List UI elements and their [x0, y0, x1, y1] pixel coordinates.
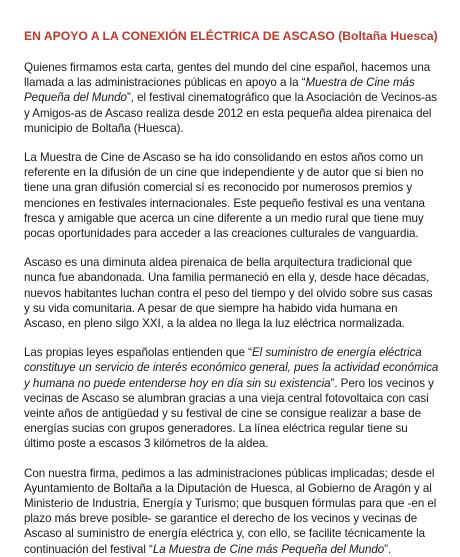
paragraph-village: [24, 255, 440, 331]
paragraph-festival: [24, 150, 440, 241]
text-segment: La Muestra de Cine de Ascaso se ha ido consolidando en estos años como un referente en la difusión de un cine que independiente y de autor que si bien no tiene una gran difusión comercial sí es reconocido por numerosos premios y menciones en festivales internacionales. Este pequeño festival es una ventana fresca y amigable que acerca un cine diferente a un medio rural que tiene muy pocas oportunidades para acceder a las creaciones culturales de vanguardia.: [24, 151, 425, 241]
text-segment: Quienes firmamos esta carta, gentes del mundo del cine español, hacemos una llamada a las administraciones públicas en apoyo a la “: [24, 61, 431, 90]
text-segment: ”, el festival cinematográfico que la Asociación de Vecinos-as y Amigos-as de Ascaso realiza desde 2012 en esta pequeña aldea pirenaica del municipio de Boltaña (Huesca).: [24, 91, 438, 135]
paragraph-law: [24, 345, 440, 451]
document-title: EN APOYO A LA CONEXIÓN ELÉCTRICA DE ASCASO (Boltaña Huesca): [24, 29, 438, 43]
text-segment: Ascaso es una diminuta aldea pirenaica de bella arquitectura tradicional que nunca fue abandonada. Una familia permaneció en ella y, desde hace décadas, nuevos habitantes luchan contra el peso del tiempo y del olvido sobre sus casas y su vida comunitaria. A pesar de que siempre ha habido vida humana en Ascaso, en pleno silgo XXI, a la aldea no llega la luz eléctrica normalizada.: [24, 256, 433, 331]
paragraph-request: [24, 466, 440, 557]
letter-body: [24, 60, 440, 557]
text-segment: Las propias leyes españolas entienden que “: [24, 346, 252, 360]
text-segment: ”. Pero los vecinos y vecinas de Ascaso se alumbran gracias a una vieja central fotovoltaica con casi veinte años de antigüedad y su festival de cine se consigue realizar a base de energías sucias con grupos generadores. La línea eléctrica regular tiene su último poste a escasos 3 kilómetros de la aldea.: [24, 376, 434, 451]
paragraph-intro: [24, 60, 440, 136]
text-segment: ”.: [384, 542, 392, 556]
italic-quote: La Muestra de Cine más Pequeña del Mundo: [152, 542, 385, 556]
italic-quote: El suministro de energía eléctrica constituye un servicio de interés económico general, pues la actividad económica y humana no puede entenderse hoy en día sin su existencia: [24, 346, 439, 390]
italic-quote: Muestra de Cine más Pequeña del Mundo: [24, 76, 415, 105]
text-segment: Con nuestra firma, pedimos a las administraciones públicas implicadas; desde el Ayuntamiento de Boltaña a la Diputación de Huesca, al Gobierno de Aragón y al Ministerio de Industria, Energía y Turismo; que busquen fórmulas para que -en el plazo más breve posible- se garantice el derecho de los vecinos y vecinas de Ascaso al suministro de energía eléctrica y, con ello, se facilite técnicamente la continuación del festival “: [24, 466, 437, 556]
